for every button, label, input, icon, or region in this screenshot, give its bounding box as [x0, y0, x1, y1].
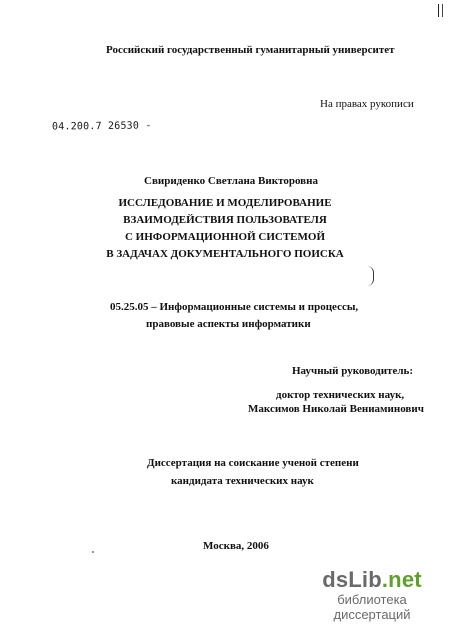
supervisor-label: Научный руководитель:	[292, 365, 413, 377]
institution-name: Российский государственный гуманитарный университет	[106, 44, 395, 56]
title-line-1: ИССЛЕДОВАНИЕ И МОДЕЛИРОВАНИЕ	[118, 197, 332, 209]
dissertation-line-1: Диссертация на соискание ученой степени	[147, 457, 359, 469]
corner-pen-mark	[438, 4, 443, 17]
dissertation-line-2: кандидата технических наук	[171, 475, 314, 487]
dslib-logo-accent: .net	[381, 567, 422, 592]
speck-mark	[92, 551, 94, 553]
dslib-logo	[302, 568, 442, 592]
city-year: Москва, 2006	[203, 540, 269, 552]
supervisor-degree: доктор технических наук,	[276, 389, 405, 401]
dslib-watermark	[302, 568, 442, 622]
title-line-2: ВЗАИМОДЕЙСТВИЯ ПОЛЬЗОВАТЕЛЯ	[123, 214, 327, 226]
margin-pen-mark	[367, 266, 374, 286]
dslib-caption: библиотека диссертаций	[333, 592, 411, 622]
specialty-line-1: 05.25.05 – Информационные системы и процессы,	[110, 301, 359, 313]
dslib-logo-main: dsLib	[322, 567, 382, 592]
supervisor-name: Максимов Николай Вениаминович	[248, 403, 424, 415]
author-name: Свириденко Светлана Викторовна	[144, 175, 318, 187]
title-line-4: В ЗАДАЧАХ ДОКУМЕНТАЛЬНОГО ПОИСКА	[106, 248, 344, 260]
specialty-line-2: правовые аспекты информатики	[146, 318, 311, 330]
title-line-3: С ИНФОРМАЦИОННОЙ СИСТЕМОЙ	[124, 231, 326, 243]
manuscript-note: На правах рукописи	[320, 98, 414, 110]
library-stamp: 04.200.7 26530 -	[51, 120, 152, 133]
